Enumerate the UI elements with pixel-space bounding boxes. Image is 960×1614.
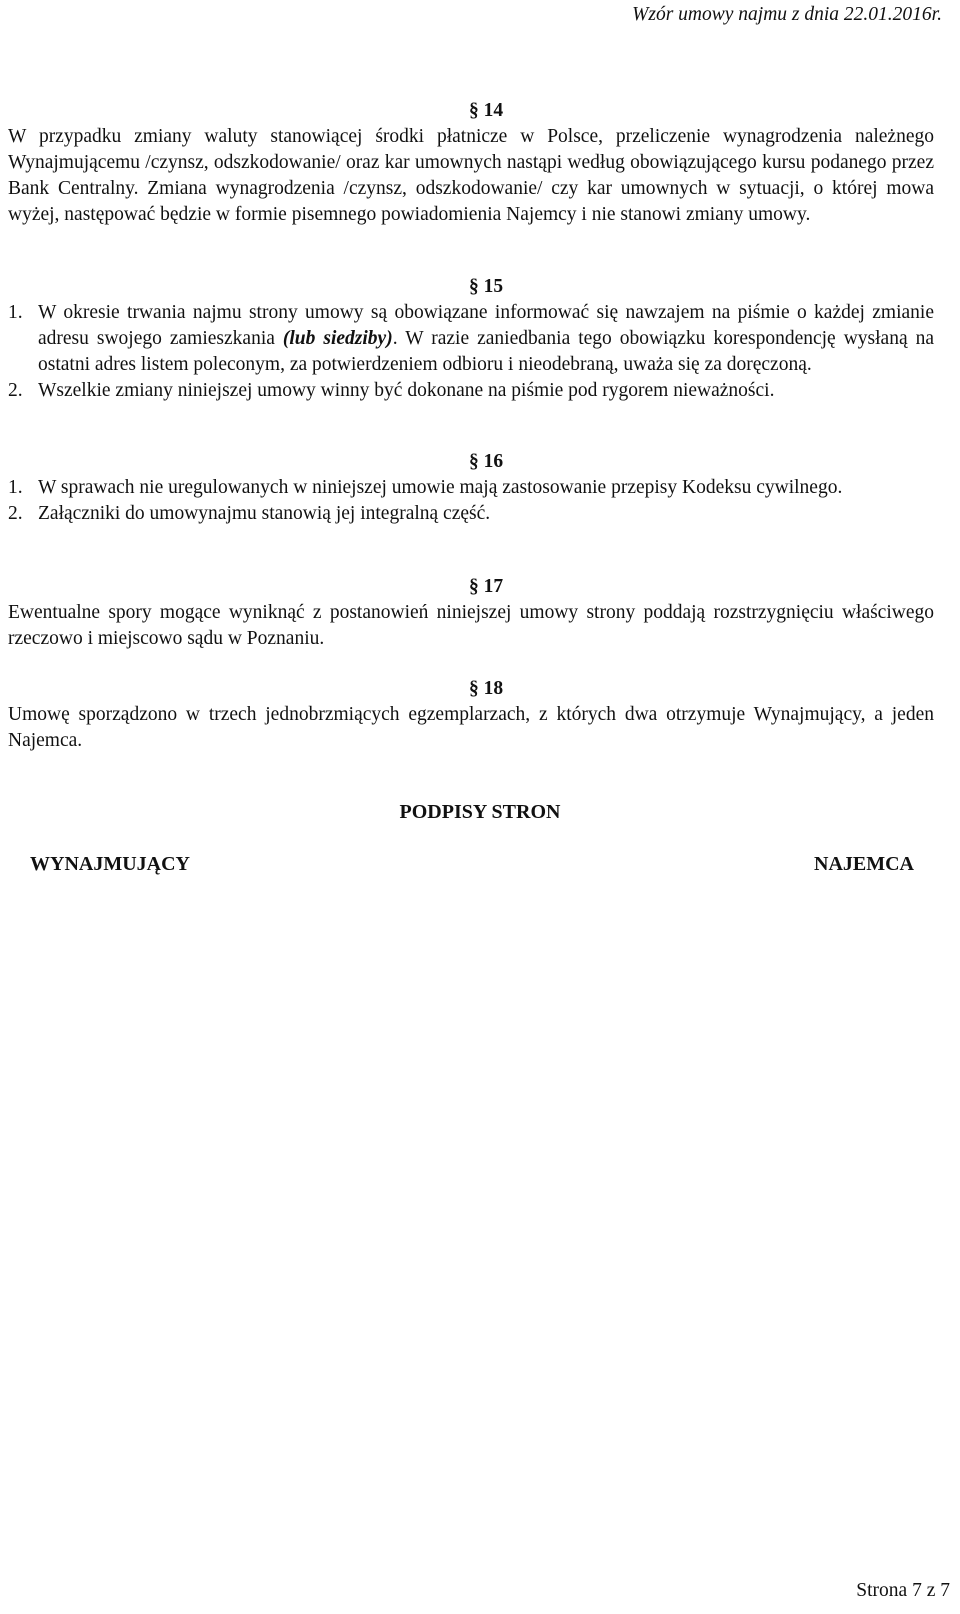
- section-number: 16: [483, 451, 504, 472]
- section-17-text: Ewentualne spory mogące wyniknąć z postanowień niniejszej umowy strony poddają rozstrzygnięciu właściwego rzeczowo i miejscowo sądu w Poznaniu.: [8, 602, 934, 649]
- section-18: [8, 676, 934, 754]
- section-16: [8, 449, 934, 527]
- item-text: Wszelkie zmiany niniejszej umowy winny być dokonane na piśmie pod rygorem nieważności.: [38, 380, 775, 401]
- section-16-heading: [8, 449, 934, 475]
- section-15: [8, 274, 934, 404]
- section-number: 15: [483, 276, 504, 297]
- section-17-heading: [8, 574, 934, 600]
- document-header-title: Wzór umowy najmu z dnia 22.01.2016r.: [632, 4, 942, 25]
- section-number: 18: [483, 678, 504, 699]
- section-18-heading: [8, 676, 934, 702]
- section-16-item-2: [8, 501, 934, 527]
- section-number: 17: [483, 576, 504, 597]
- section-16-item-1: [8, 475, 934, 501]
- paragraph-symbol: §: [468, 451, 479, 472]
- signatures-title: PODPISY STRON: [399, 801, 561, 823]
- item-number: 2.: [8, 380, 23, 401]
- item-number: 1.: [8, 477, 23, 498]
- paragraph-symbol: §: [468, 276, 479, 297]
- item-number: 1.: [8, 302, 23, 323]
- item-number: 2.: [8, 503, 23, 524]
- section-15-item-1: [8, 300, 934, 378]
- section-14-text: W przypadku zmiany waluty stanowiącej środki płatnicze w Polsce, przeliczenie wynagrodzenia należnego Wynajmującemu /czynsz, odszkodowanie/ oraz kar umownych nastąpi według obowiązującego kursu podanego przez Bank Centralny. Zmiana wynagrodzenia /czynsz, odszkodowanie/ czy kar umownych w sytuacji, o której mowa wyżej, następować będzie w formie pisemnego powiadomienia Najemcy i nie stanowi zmiany umowy.: [8, 126, 934, 225]
- section-15-item-2: [8, 378, 934, 404]
- signature-label-tenant: NAJEMCA: [814, 853, 914, 875]
- page-number: Strona 7 z 7: [856, 1580, 950, 1601]
- item-text: Załączniki do umowynajmu stanowią jej integralną część.: [38, 503, 491, 524]
- item-text-emphasis: (lub siedziby): [282, 328, 393, 349]
- section-18-text: Umowę sporządzono w trzech jednobrzmiących egzemplarzach, z których dwa otrzymuje Wynajmujący, a jeden Najemca.: [8, 704, 934, 751]
- section-17: [8, 574, 934, 652]
- section-14: [8, 98, 934, 228]
- paragraph-symbol: §: [468, 576, 479, 597]
- paragraph-symbol: §: [468, 678, 479, 699]
- signature-label-landlord: WYNAJMUJĄCY: [30, 853, 190, 875]
- section-15-heading: [8, 274, 934, 300]
- section-14-heading: [8, 98, 934, 124]
- paragraph-symbol: §: [468, 100, 479, 121]
- item-text: W okresie trwania najmu strony umowy są obowiązane informować się nawzajem na piśmie o każdej zmianie adresu swojego zamieszkania: [38, 302, 934, 349]
- section-number: 14: [483, 100, 504, 121]
- item-text: . W razie zaniedbania tego obowiązku korespondencję wysłaną na ostatni adres listem poleconym, za potwierdzeniem odbioru i nieodebraną, uważa się za doręczoną.: [38, 328, 934, 375]
- item-text: W sprawach nie uregulowanych w niniejszej umowie mają zastosowanie przepisy Kodeksu cywilnego.: [38, 477, 843, 498]
